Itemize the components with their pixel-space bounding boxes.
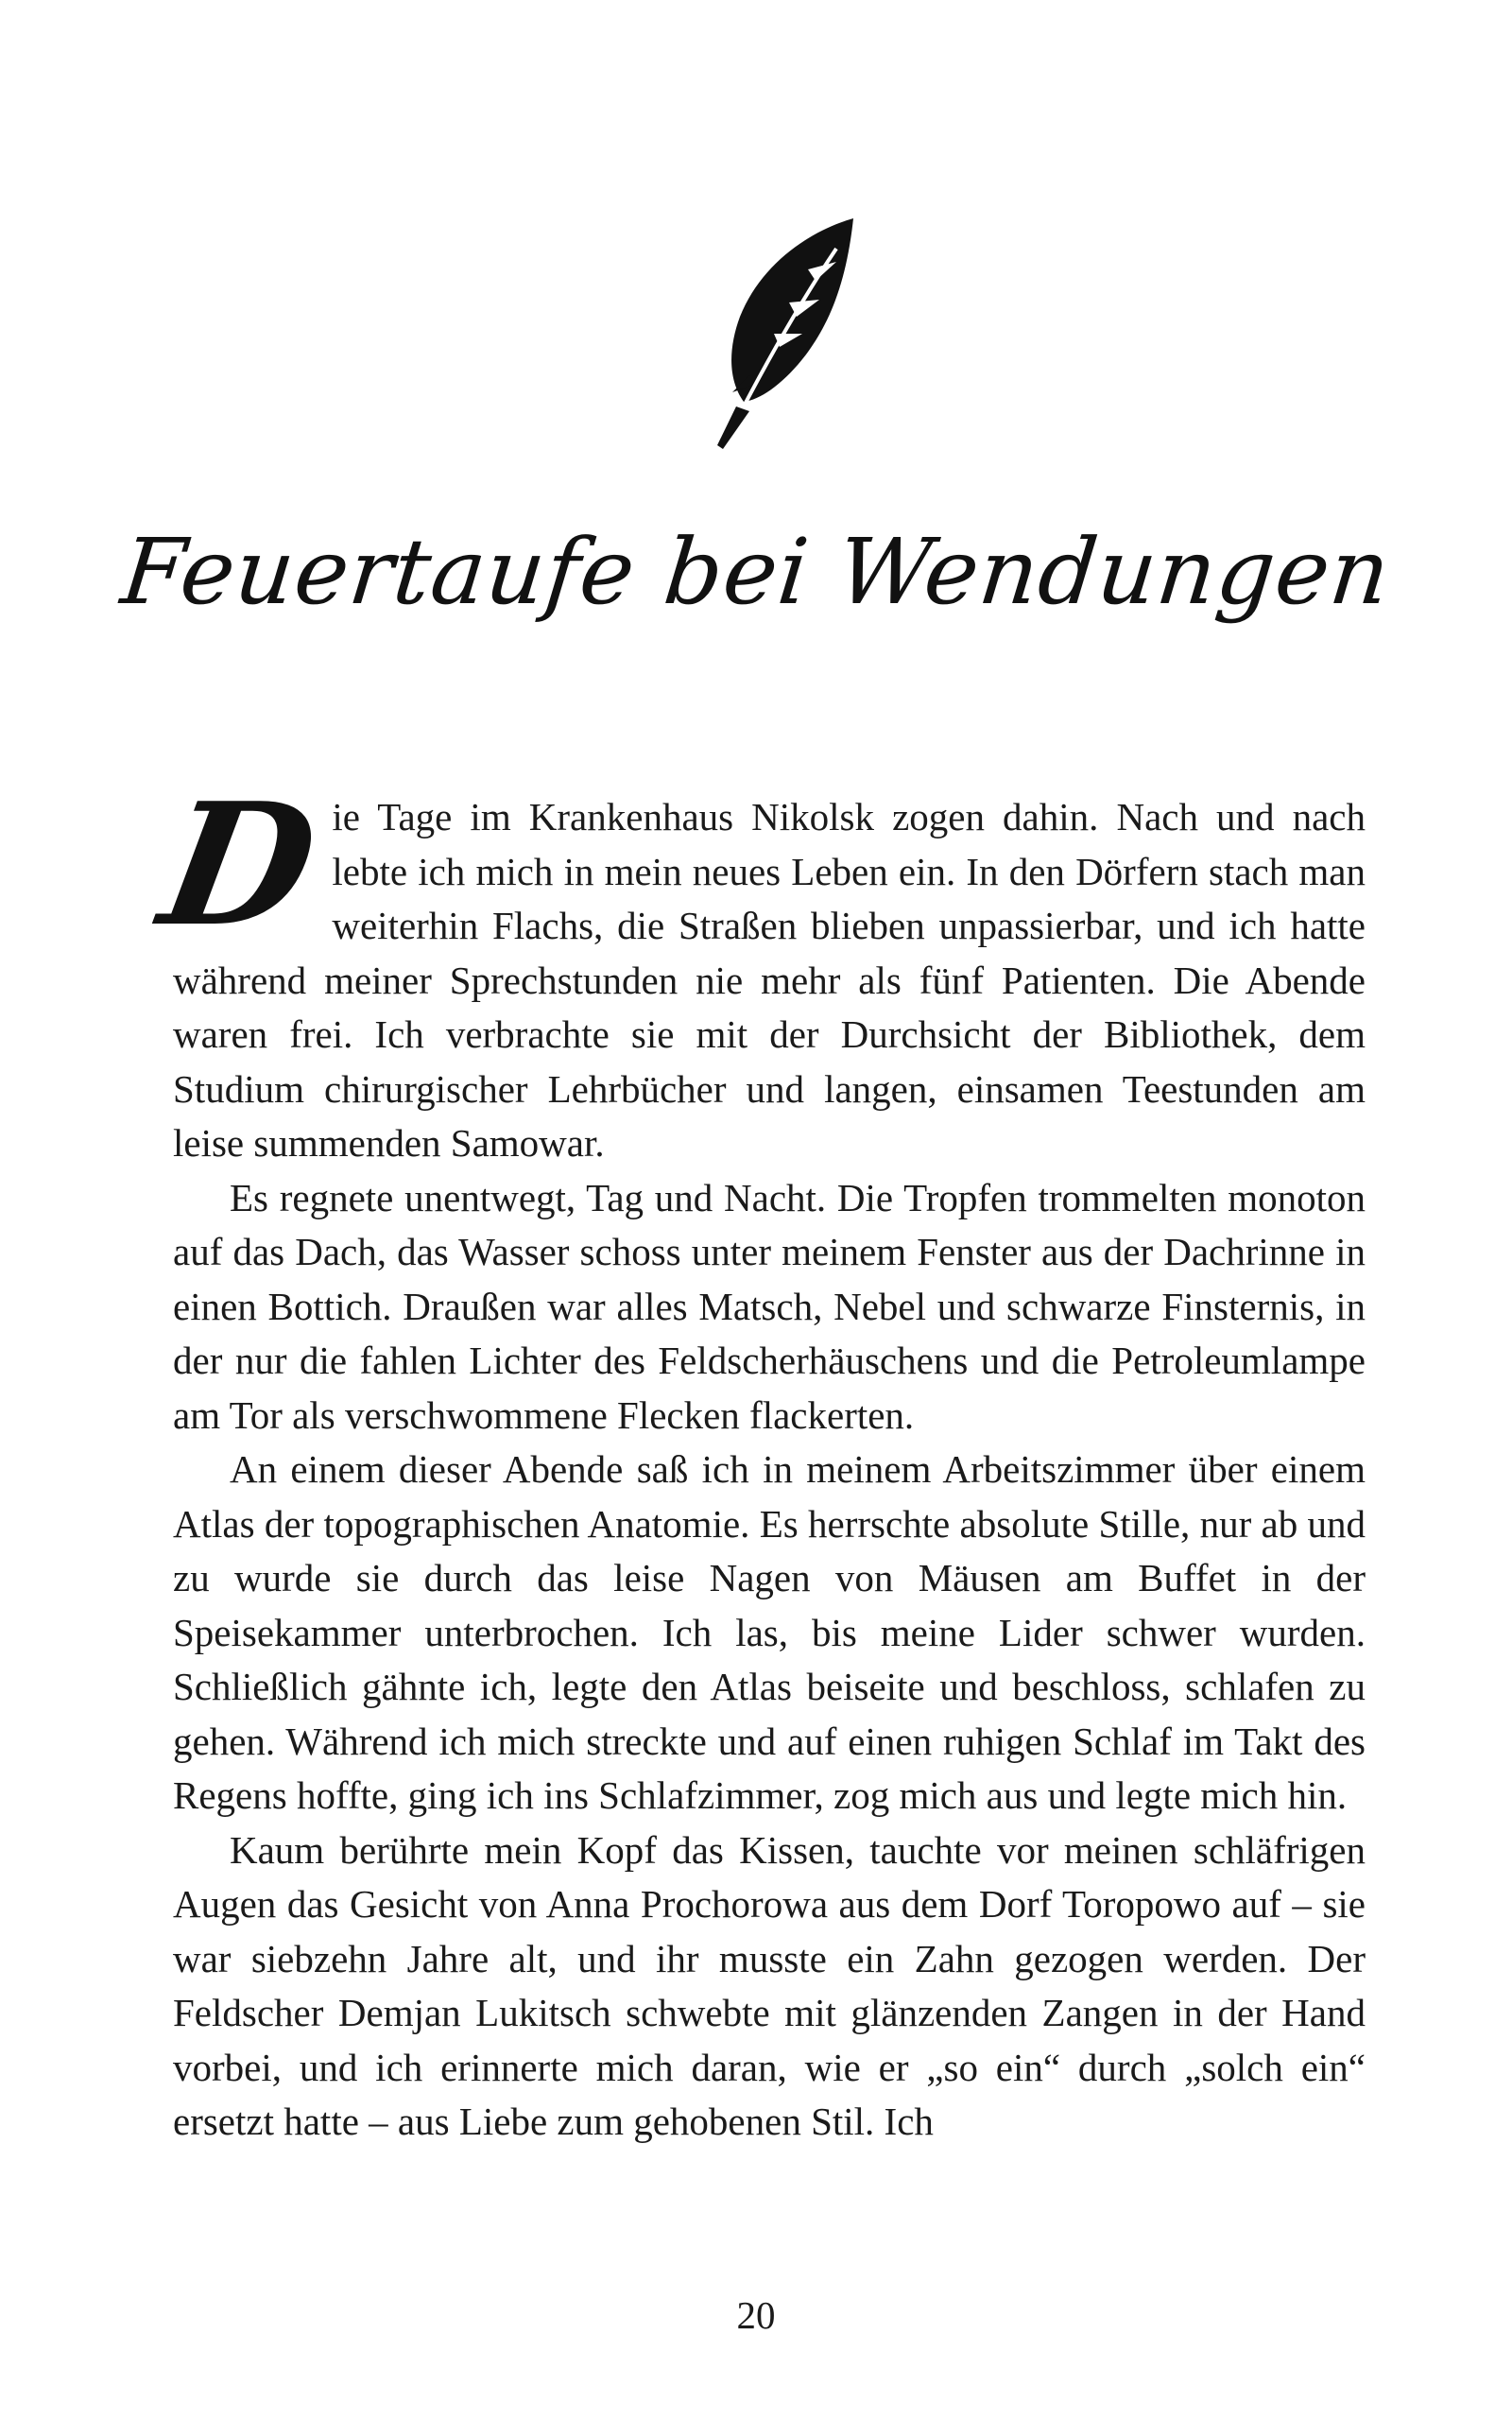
chapter-title: Feuertaufe bei Wendungen [116,519,1396,625]
drop-cap: D [148,766,330,963]
body-text [148,766,1366,2150]
paragraph: An einem dieser Abende saß ich in meinem Arbeitszimmer über einem Atlas der topographischen Anatomie. Es herrschte absolute Stille, nur ab und zu wurde sie durch das leise Nagen von Mäusen am Buffet in der Speisekammer unterbrochen. Ich las, bis meine Lider schwer wurden. Schließlich gähnte ich, legte den Atlas beiseite und beschloss, schlafen zu gehen. Während ich mich streckte und auf einen ruhigen Schlaf im Takt des Regens hoffte, ging ich ins Schlafzimmer, zog mich aus und legte mich hin. [173,1447,1366,1817]
paragraph-text: ie Tage im Krankenhaus Nikolsk zogen dahin. Nach und nach lebte ich mich in mein neues Leben ein. In den Dörfern stach man weiterhin Flachs, die Straßen blieben unpassierbar, und ich hatte während meiner Sprechstunden nie mehr als fünf Patienten. Die Abende waren frei. Ich verbrachte sie mit der Durchsicht der Bibliothek, dem Studium chirurgischer Lehrbücher und langen, einsamen Teestunden am leise summenden Samowar. [173,795,1366,1165]
paragraph [148,766,1366,1171]
page-number: 20 [736,2293,776,2337]
paragraph: Kaum berührte mein Kopf das Kissen, tauchte vor meinen schläfrigen Augen das Gesicht von Anna Prochorowa aus dem Dorf Toropowo auf – sie war siebzehn Jahre alt, und ihr musste ein Zahn gezogen werden. Der Feldscher Demjan Lukitsch schwebte mit glänzenden Zangen in der Hand vorbei, und ich erinnerte mich daran, wie er „so ein“ durch „solch ein“ ersetzt hatte – aus Liebe zum gehobenen Stil. Ich [173,1827,1366,2143]
feather-icon [695,213,865,454]
paragraph: Es regnete unentwegt, Tag und Nacht. Die Tropfen trommelten monoton auf das Dach, das Wasser schoss unter meinem Fenster aus der Dachrinne in einen Bottich. Draußen war alles Matsch, Nebel und schwarze Finsternis, in der nur die fahlen Lichter des Feldscherhäuschens und die Petroleumlampe am Tor als verschwommene Flecken flackerten. [173,1175,1366,1437]
